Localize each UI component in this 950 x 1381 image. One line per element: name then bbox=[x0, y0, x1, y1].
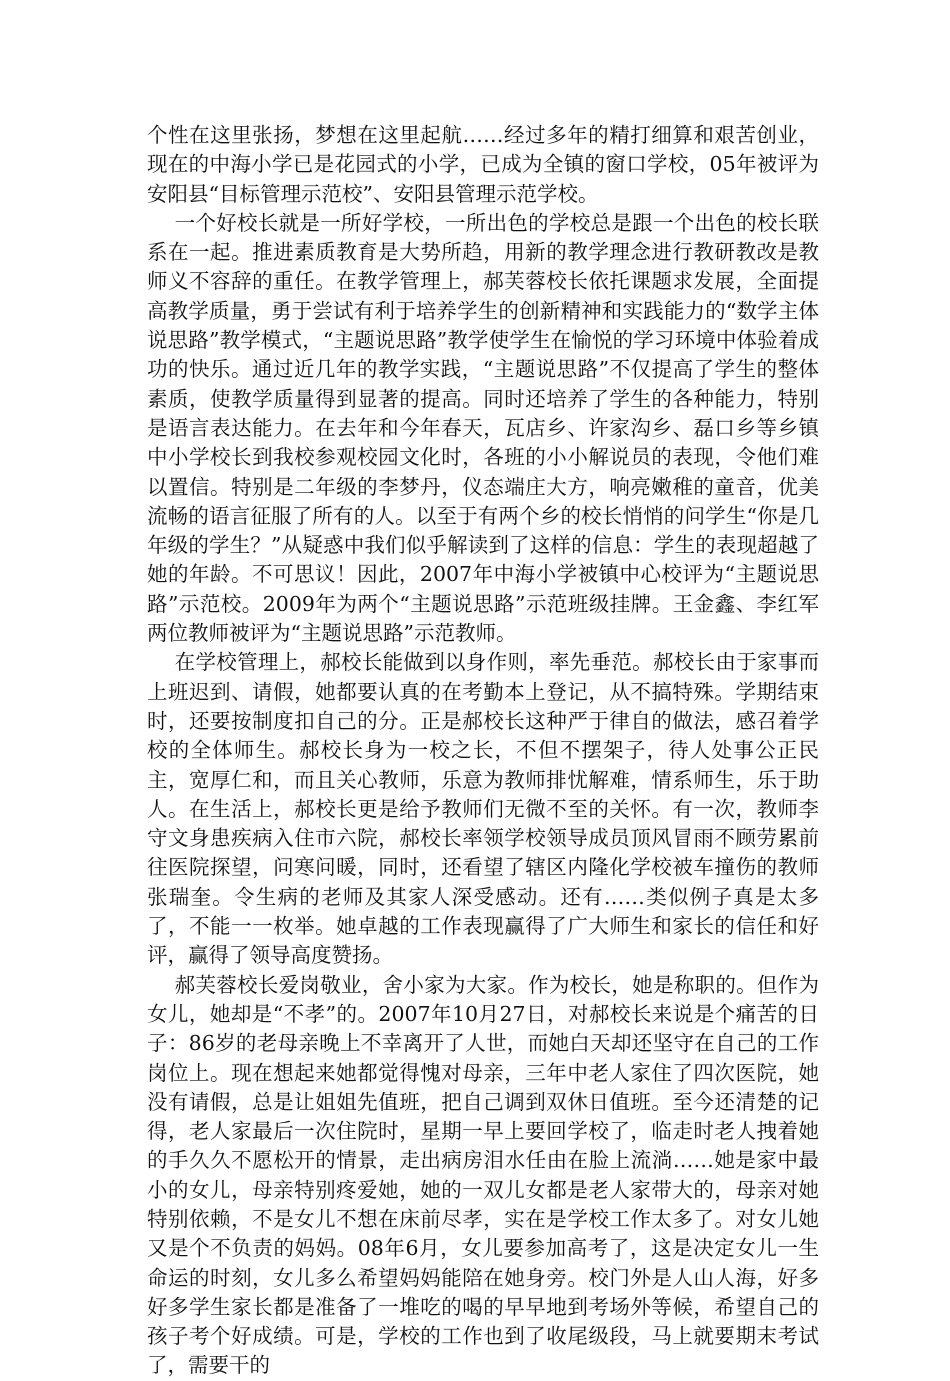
paragraph-4: 郝芙蓉校长爱岗敬业，舍小家为大家。作为校长，她是称职的。但作为女儿，她却是“不孝”的。2007年10月27日，对郝校长来说是个痛苦的日子：86岁的老母亲晚上不幸离开了人世，而她白天却还坚守在自己的工作岗位上。现在想起来她都觉得愧对母亲，三年中老人家住了四次医院，她没有请假，总是让姐姐先值班，把自己调到双休日值班。至今还清楚的记得，老人家最后一次住院时，星期一早上要回学校了，临走时老人拽着她的手久久不愿松开的情景，走出病房泪水任由在脸上流淌……她是家中最小的女儿，母亲特别疼爱她，她的一双儿女都是老人家带大的，母亲对她特别依赖，不是女儿不想在床前尽孝，实在是学校工作太多了。对女儿她又是个不负责的妈妈。08年6月，女儿要参加高考了，这是决定女儿一生命运的时刻，女儿多么希望妈妈能陪在她身旁。校门外是人山人海，好多好多学生家长都是准备了一堆吃的喝的早早地到考场外等候，希望自己的孩子考个好成绩。可是，学校的工作也到了收尾级段，马上就要期末考试了，需要干的 bbox=[147, 972, 819, 1378]
document-body bbox=[147, 121, 819, 1381]
paragraph-2: 一个好校长就是一所好学校，一所出色的学校总是跟一个出色的校长联系在一起。推进素质教育是大势所趋，用新的教学理念进行教研教改是教师义不容辞的重任。在教学管理上，郝芙蓉校长依托课题求发展，全面提高教学质量，勇于尝试有利于培养学生的创新精神和实践能力的“数学主体说思路”教学模式，“主题说思路”教学使学生在愉悦的学习环境中体验着成功的快乐。通过近几年的教学实践，“主题说思路”不仅提高了学生的整体素质，使教学质量得到显著的提高。同时还培养了学生的各种能力，特别是语言表达能力。在去年和今年春天，瓦店乡、许家沟乡、磊口乡等乡镇中小学校长到我校参观校园文化时，各班的小小解说员的表现，令他们难以置信。特别是二年级的李梦丹，仪态端庄大方，响亮嫩稚的童音，优美流畅的语言征服了所有的人。以至于有两个乡的校长悄悄的问学生“你是几年级的学生？”从疑惑中我们似乎解读到了这样的信息：学生的表现超越了她的年龄。不可思议！因此，2007年中海小学被镇中心校评为“主题说思路”示范校。2009年为两个“主题说思路”示范班级挂牌。王金鑫、李红军两位教师被评为“主题说思路”示范教师。 bbox=[147, 210, 819, 646]
paragraph-1: 个性在这里张扬，梦想在这里起航……经过多年的精打细算和艰苦创业，现在的中海小学已是花园式的小学，已成为全镇的窗口学校，05年被评为安阳县“目标管理示范校”、安阳县管理示范学校。 bbox=[147, 123, 819, 206]
paragraph-3: 在学校管理上，郝校长能做到以身作则，率先垂范。郝校长由于家事而上班迟到、请假，她都要认真的在考勤本上登记，从不搞特殊。学期结束时，还要按制度扣自己的分。正是郝校长这种严于律自的做法，感召着学校的全体师生。郝校长身为一校之长，不但不摆架子，待人处事公正民主，宽厚仁和，而且关心教师，乐意为教师排忧解难，情系师生，乐于助人。在生活上，郝校长更是给予教师们无微不至的关怀。有一次，教师李守文身患疾病入住市六院，郝校长率领学校领导成员顶风冒雨不顾劳累前往医院探望，问寒问暖，同时，还看望了辖区内隆化学校被车撞伤的教师张瑞奎。令生病的老师及其家人深受感动。还有……类似例子真是太多了，不能一一枚举。她卓越的工作表现赢得了广大师生和家长的信任和好评，赢得了领导高度赞扬。 bbox=[147, 650, 819, 968]
